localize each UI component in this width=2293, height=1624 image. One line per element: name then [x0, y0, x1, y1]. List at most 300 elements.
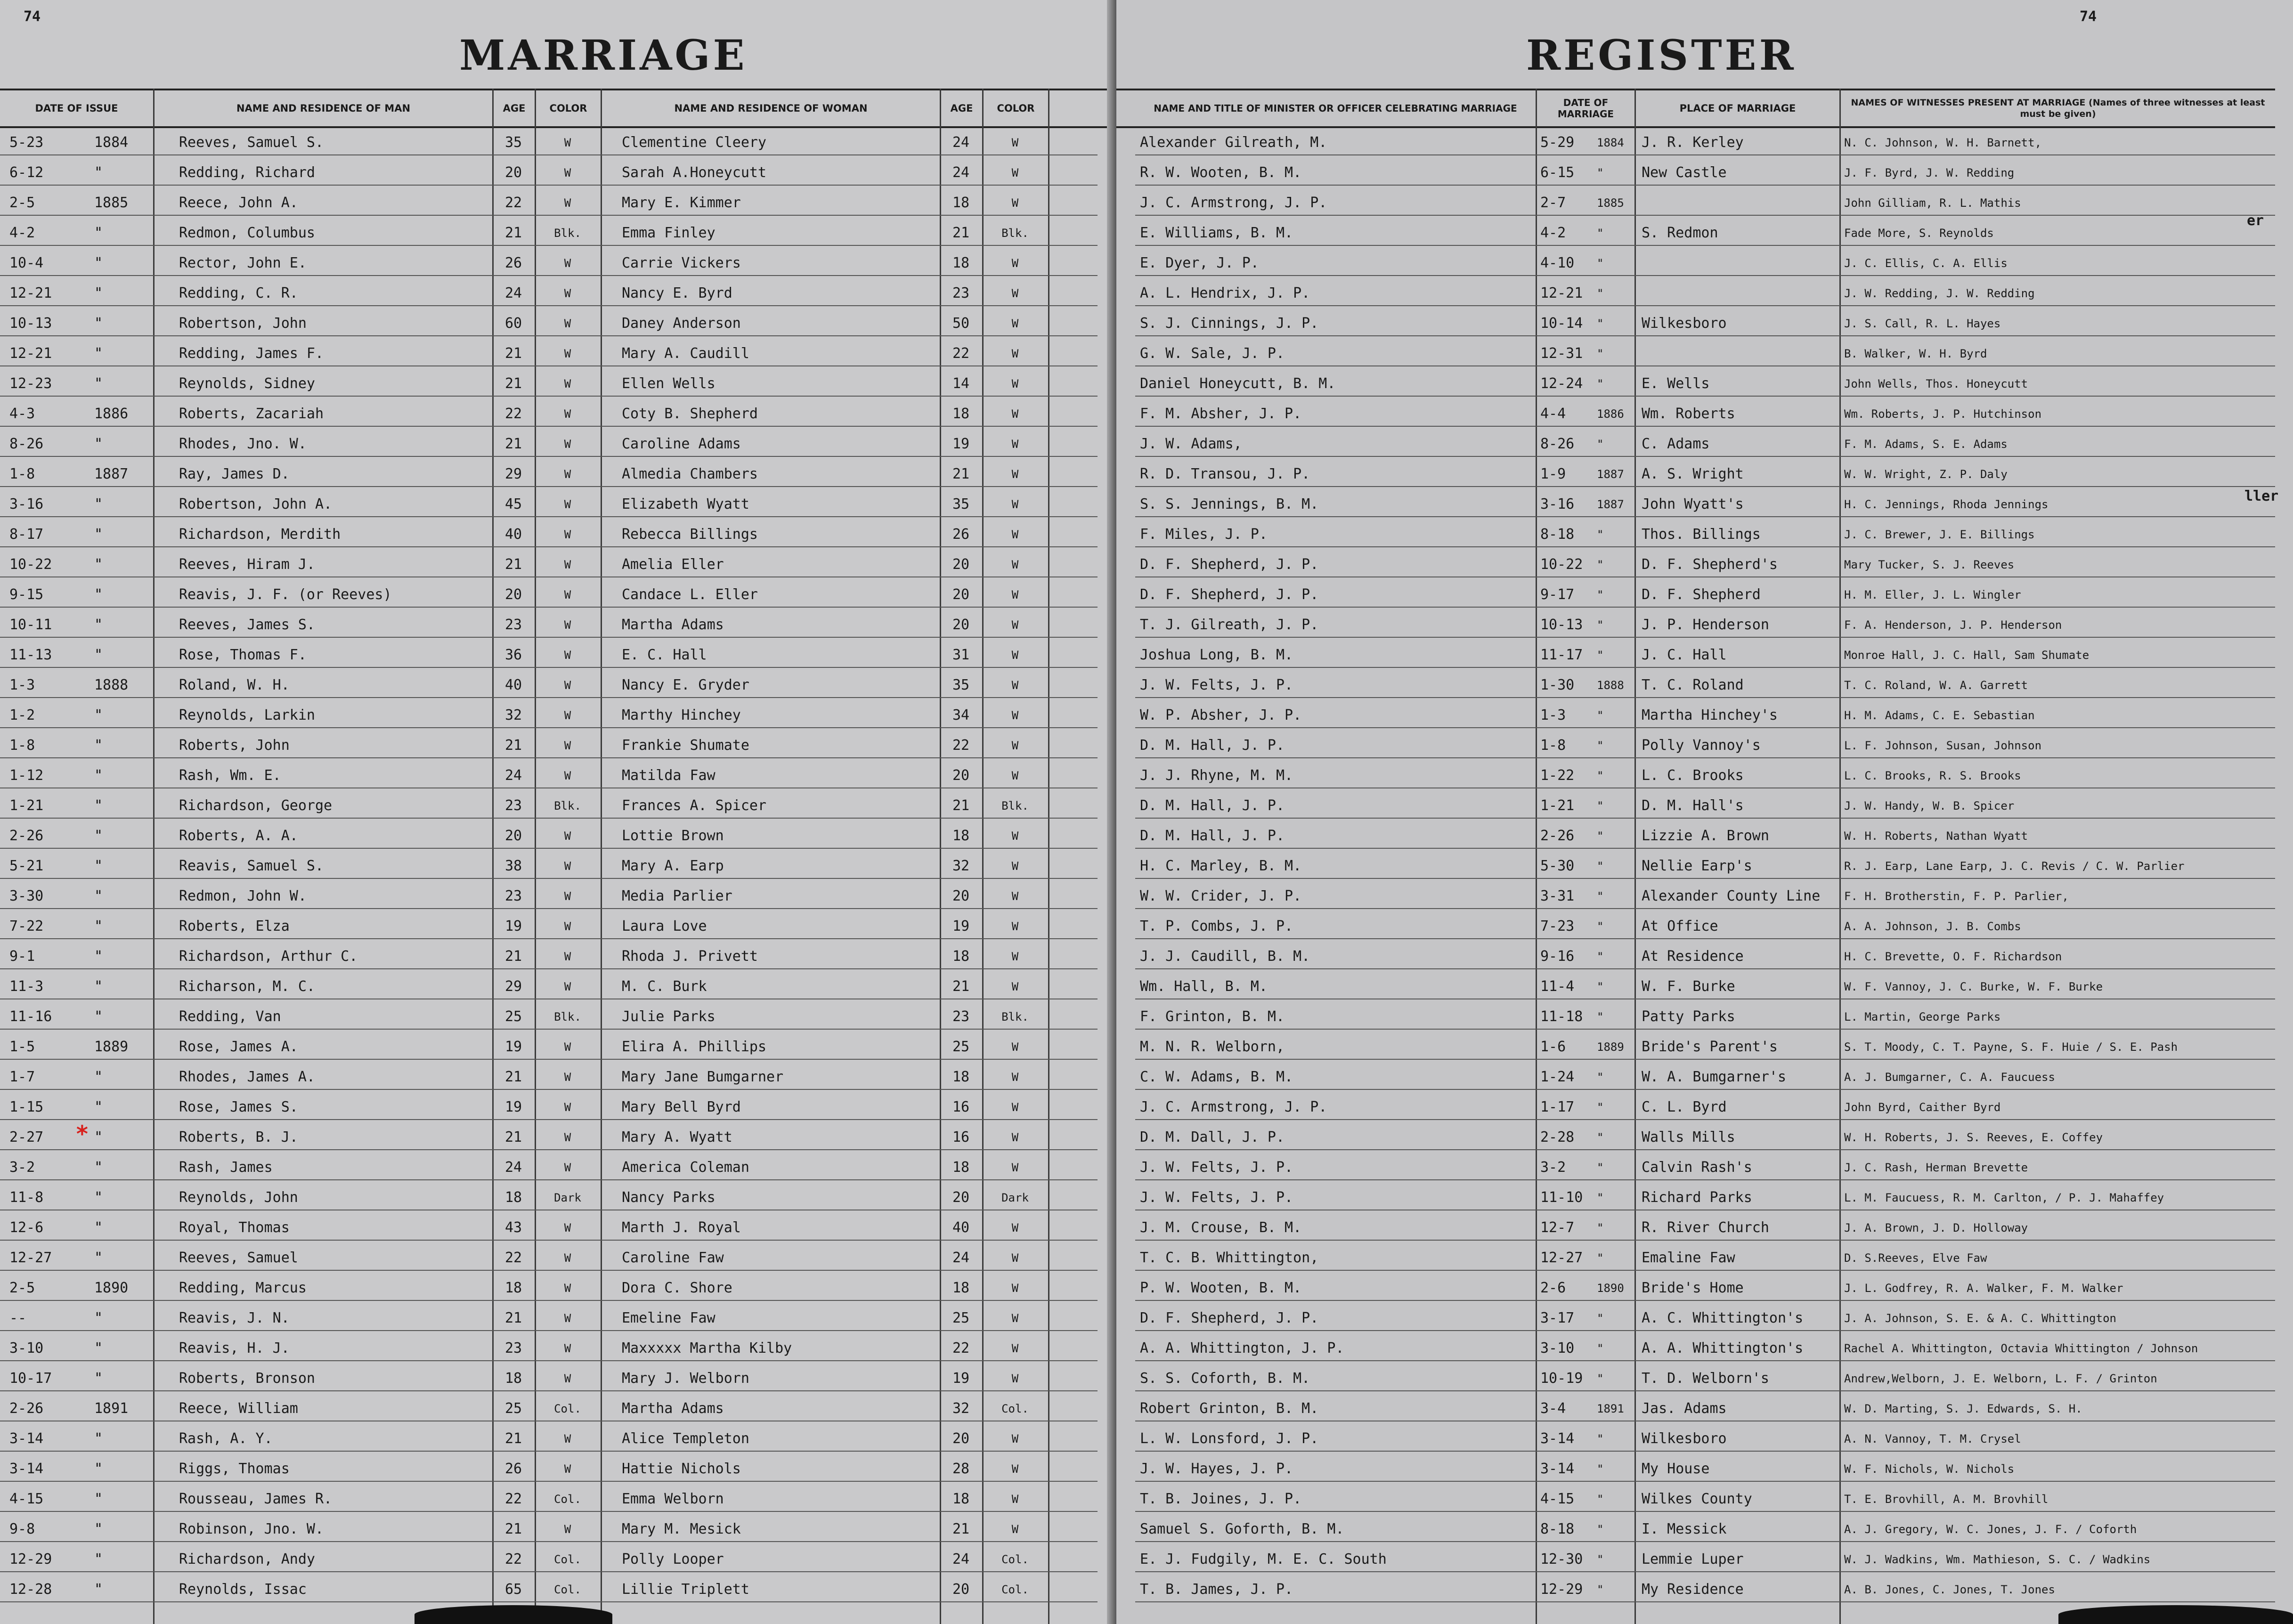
- man-name: Reynolds, Sidney: [179, 375, 315, 392]
- woman-age: 21: [952, 797, 970, 814]
- man-age: 25: [504, 1400, 522, 1417]
- man-color: W: [564, 709, 571, 722]
- minister-name: T. B. Joines, J. P.: [1140, 1491, 1302, 1507]
- marriage-year: ": [1597, 558, 1604, 571]
- woman-name: Marth J. Royal: [622, 1219, 741, 1236]
- man-name: Rousseau, James R.: [179, 1491, 333, 1507]
- marriage-date: 11-17: [1540, 647, 1583, 663]
- issue-year: ": [94, 586, 103, 603]
- table-row: [0, 305, 1098, 336]
- table-row: [1135, 1179, 2275, 1210]
- woman-name: Emeline Faw: [622, 1310, 716, 1326]
- marriage-place: Nellie Earp's: [1642, 858, 1752, 874]
- marriage-place: J. P. Henderson: [1642, 617, 1769, 633]
- issue-date: 1-8: [9, 466, 35, 482]
- asterisk-mark: *: [75, 1121, 89, 1147]
- woman-color: W: [1011, 136, 1019, 149]
- issue-year: ": [94, 345, 103, 362]
- issue-year: ": [94, 1581, 103, 1598]
- marriage-place: My House: [1642, 1461, 1710, 1477]
- marriage-date: 4-15: [1540, 1491, 1575, 1507]
- woman-color: W: [1011, 769, 1019, 782]
- man-age: 23: [504, 617, 522, 633]
- man-color: W: [564, 860, 571, 873]
- marriage-year: 1891: [1597, 1402, 1624, 1415]
- marriage-year: ": [1597, 257, 1604, 270]
- man-age: 26: [504, 1461, 522, 1477]
- minister-name: T. C. B. Whittington,: [1140, 1250, 1319, 1266]
- woman-age: 19: [952, 918, 970, 934]
- table-row: [0, 727, 1098, 758]
- table-row: [1135, 697, 2275, 728]
- man-color: Col.: [554, 1553, 581, 1566]
- woman-color: W: [1011, 1131, 1019, 1144]
- witness-names: W. J. Wadkins, Wm. Mathieson, S. C. / Wadkins: [1844, 1553, 2151, 1566]
- header-color-man: COLOR: [535, 90, 601, 126]
- minister-name: C. W. Adams, B. M.: [1140, 1069, 1293, 1085]
- marriage-year: ": [1597, 347, 1604, 360]
- marriage-year: ": [1597, 1523, 1604, 1536]
- man-color: W: [564, 769, 571, 782]
- minister-name: F. Miles, J. P.: [1140, 526, 1268, 543]
- woman-color: W: [1011, 407, 1019, 421]
- header-place: PLACE OF MARRIAGE: [1634, 90, 1839, 126]
- table-row: [0, 1421, 1098, 1452]
- marriage-place: I. Messick: [1642, 1521, 1727, 1537]
- man-name: Richardson, Arthur C.: [179, 948, 358, 965]
- witness-names: J. A. Brown, J. D. Holloway: [1844, 1221, 2028, 1234]
- marriage-date: 11-18: [1540, 1008, 1583, 1025]
- issue-year: ": [94, 1310, 103, 1326]
- man-color: W: [564, 377, 571, 390]
- issue-year: ": [94, 948, 103, 965]
- issue-year: ": [94, 496, 103, 512]
- woman-color: W: [1011, 588, 1019, 601]
- woman-color: W: [1011, 618, 1019, 632]
- witness-names: W. F. Vannoy, J. C. Burke, W. F. Burke: [1844, 980, 2103, 993]
- marriage-year: ": [1597, 528, 1604, 541]
- man-color: W: [564, 1432, 571, 1445]
- table-row: [1135, 1089, 2275, 1120]
- woman-name: Ellen Wells: [622, 375, 716, 392]
- man-color: W: [564, 528, 571, 541]
- minister-name: L. W. Lonsford, J. P.: [1140, 1430, 1319, 1447]
- minister-name: J. J. Caudill, B. M.: [1140, 948, 1310, 965]
- man-age: 26: [504, 255, 522, 271]
- man-color: W: [564, 1251, 571, 1265]
- marriage-year: ": [1597, 588, 1604, 601]
- woman-color: W: [1011, 1251, 1019, 1265]
- witness-names: A. N. Vannoy, T. M. Crysel: [1844, 1432, 2021, 1445]
- marriage-place: My Residence: [1642, 1581, 1744, 1598]
- woman-age: 18: [952, 1280, 970, 1296]
- man-name: Richardson, Andy: [179, 1551, 315, 1567]
- table-row: [1135, 215, 2275, 246]
- woman-age: 20: [952, 888, 970, 904]
- witness-names: L. F. Johnson, Susan, Johnson: [1844, 739, 2042, 752]
- marriage-place: [1642, 185, 1839, 215]
- woman-age: 23: [952, 285, 970, 301]
- man-color: W: [564, 438, 571, 451]
- marriage-date: 12-30: [1540, 1551, 1583, 1567]
- table-row: [0, 1541, 1098, 1572]
- woman-color: W: [1011, 1040, 1019, 1054]
- marriage-year: ": [1597, 227, 1604, 240]
- minister-name: D. M. Hall, J. P.: [1140, 828, 1285, 844]
- man-name: Reavis, J. F. (or Reeves): [179, 586, 392, 603]
- man-age: 19: [504, 918, 522, 934]
- table-row: [1135, 1360, 2275, 1391]
- marriage-place: Emaline Faw: [1642, 1250, 1735, 1266]
- man-color: Blk.: [554, 1010, 581, 1023]
- marriage-place: Wilkesboro: [1642, 315, 1727, 332]
- issue-date: 4-15: [9, 1491, 44, 1507]
- woman-age: 20: [952, 586, 970, 603]
- table-row: [0, 1300, 1098, 1331]
- witness-names: F. H. Brotherstin, F. P. Parlier,: [1844, 890, 2069, 903]
- woman-name: Marthy Hinchey: [622, 707, 741, 723]
- marriage-year: ": [1597, 1312, 1604, 1325]
- woman-color: Col.: [1001, 1402, 1029, 1415]
- table-row: [1135, 1421, 2275, 1452]
- man-age: 21: [504, 436, 522, 452]
- issue-date: 12-23: [9, 375, 52, 392]
- man-name: Reeves, James S.: [179, 617, 315, 633]
- marriage-year: ": [1597, 709, 1604, 722]
- table-row: [0, 577, 1098, 608]
- issue-date: 12-21: [9, 285, 52, 301]
- minister-name: G. W. Sale, J. P.: [1140, 345, 1285, 362]
- witness-names: S. T. Moody, C. T. Payne, S. F. Huie / S. E. Pash: [1844, 1040, 2178, 1054]
- woman-age: 22: [952, 737, 970, 754]
- issue-date: 2-26: [9, 1400, 44, 1417]
- man-color: W: [564, 317, 571, 330]
- marriage-date: 1-9: [1540, 466, 1566, 482]
- man-name: Reece, John A.: [179, 195, 298, 211]
- man-color: W: [564, 920, 571, 933]
- woman-color: W: [1011, 890, 1019, 903]
- issue-year: ": [94, 1430, 103, 1447]
- woman-name: Mary A. Wyatt: [622, 1129, 732, 1145]
- marriage-year: ": [1597, 438, 1604, 451]
- table-row: [1135, 1330, 2275, 1361]
- marriage-date: 12-29: [1540, 1581, 1583, 1598]
- woman-name: Nancy Parks: [622, 1189, 716, 1206]
- minister-name: H. C. Marley, B. M.: [1140, 858, 1302, 874]
- table-row: [1135, 757, 2275, 788]
- marriage-year: ": [1597, 1161, 1604, 1174]
- man-color: W: [564, 1462, 571, 1476]
- woman-age: 26: [952, 526, 970, 543]
- man-name: Roberts, John: [179, 737, 290, 754]
- witness-names: H. C. Jennings, Rhoda Jennings: [1844, 498, 2049, 511]
- witness-names: J. L. Godfrey, R. A. Walker, F. M. Walker: [1844, 1282, 2123, 1295]
- issue-date: 5-23: [9, 134, 44, 151]
- woman-age: 25: [952, 1039, 970, 1055]
- marriage-year: ": [1597, 1191, 1604, 1204]
- header-color-woman: COLOR: [982, 90, 1048, 126]
- marriage-place: At Office: [1642, 918, 1718, 934]
- column-header-row: [1116, 89, 2275, 128]
- woman-name: Emma Finley: [622, 225, 716, 241]
- marriage-place: Patty Parks: [1642, 1008, 1735, 1025]
- marriage-place: L. C. Brooks: [1642, 767, 1744, 784]
- marriage-date: 8-18: [1540, 1521, 1575, 1537]
- woman-color: W: [1011, 1342, 1019, 1355]
- table-row: [1135, 1300, 2275, 1331]
- woman-color: W: [1011, 1372, 1019, 1385]
- marriage-place: D. F. Shepherd's: [1642, 556, 1778, 573]
- woman-age: 32: [952, 1400, 970, 1417]
- issue-date: 1-12: [9, 767, 44, 784]
- man-color: W: [564, 1071, 571, 1084]
- woman-color: W: [1011, 1161, 1019, 1174]
- marriage-place: Jas. Adams: [1642, 1400, 1727, 1417]
- marriage-place: Walls Mills: [1642, 1129, 1735, 1145]
- woman-age: 24: [952, 164, 970, 181]
- woman-name: Carrie Vickers: [622, 255, 741, 271]
- man-age: 22: [504, 406, 522, 422]
- man-name: Redmon, Columbus: [179, 225, 315, 241]
- table-row: [0, 1451, 1098, 1482]
- witness-names: Fade More, S. Reynolds: [1844, 227, 1994, 240]
- woman-name: Almedia Chambers: [622, 466, 758, 482]
- man-name: Redding, Richard: [179, 164, 315, 181]
- issue-date: 11-3: [9, 978, 44, 995]
- issue-year: 1888: [94, 677, 129, 693]
- man-name: Robinson, Jno. W.: [179, 1521, 324, 1537]
- man-color: W: [564, 196, 571, 210]
- man-color: Col.: [554, 1583, 581, 1596]
- table-row: [0, 1089, 1098, 1120]
- table-row: [1135, 426, 2275, 457]
- issue-date: 4-3: [9, 406, 35, 422]
- marriage-date: 2-26: [1540, 828, 1575, 844]
- marriage-place: Martha Hinchey's: [1642, 707, 1778, 723]
- table-row: [1135, 1481, 2275, 1512]
- marriage-year: ": [1597, 1462, 1604, 1476]
- minister-name: J. C. Armstrong, J. P.: [1140, 1099, 1327, 1115]
- man-age: 24: [504, 285, 522, 301]
- table-row: [0, 1511, 1098, 1542]
- marriage-place: [1642, 275, 1839, 305]
- issue-date: 10-22: [9, 556, 52, 573]
- man-age: 29: [504, 978, 522, 995]
- man-name: Robertson, John: [179, 315, 307, 332]
- table-row: [0, 667, 1098, 698]
- marriage-place: Wilkes County: [1642, 1491, 1752, 1507]
- marriage-place: J. C. Hall: [1642, 647, 1727, 663]
- table-row: [0, 848, 1098, 879]
- marriage-date: 4-10: [1540, 255, 1575, 271]
- issue-year: ": [94, 164, 103, 181]
- issue-date: 2-27: [9, 1129, 44, 1145]
- man-age: 21: [504, 948, 522, 965]
- table-row: [1135, 516, 2275, 547]
- issue-date: 3-2: [9, 1159, 35, 1176]
- man-color: W: [564, 950, 571, 963]
- woman-name: Nancy E. Byrd: [622, 285, 732, 301]
- man-name: Roland, W. H.: [179, 677, 290, 693]
- marriage-year: ": [1597, 1493, 1604, 1506]
- marriage-date: 1-17: [1540, 1099, 1575, 1115]
- witness-names: J. F. Byrd, J. W. Redding: [1844, 166, 2015, 179]
- woman-color: Blk.: [1001, 799, 1029, 812]
- issue-year: ": [94, 1340, 103, 1356]
- witness-names: John Wells, Thos. Honeycutt: [1844, 377, 2028, 390]
- issue-date: 2-26: [9, 828, 44, 844]
- table-row: [1135, 938, 2275, 969]
- woman-color: W: [1011, 347, 1019, 360]
- table-row: [1135, 486, 2275, 517]
- marriage-place: W. F. Burke: [1642, 978, 1735, 995]
- woman-name: Lottie Brown: [622, 828, 724, 844]
- marriage-place: Alexander County Line: [1642, 888, 1821, 904]
- marriage-year: ": [1597, 860, 1604, 873]
- marriage-year: ": [1597, 1342, 1604, 1355]
- woman-color: W: [1011, 980, 1019, 993]
- issue-year: ": [94, 617, 103, 633]
- man-age: 40: [504, 677, 522, 693]
- woman-name: Sarah A.Honeycutt: [622, 164, 767, 181]
- man-age: 21: [504, 1310, 522, 1326]
- minister-name: M. N. R. Welborn,: [1140, 1039, 1285, 1055]
- man-name: Rose, James S.: [179, 1099, 298, 1115]
- marriage-date: 2-6: [1540, 1280, 1566, 1296]
- issue-date: 1-5: [9, 1039, 35, 1055]
- marriage-year: ": [1597, 769, 1604, 782]
- marriage-date: 1-6: [1540, 1039, 1566, 1055]
- woman-age: 20: [952, 1189, 970, 1206]
- witness-names: Wm. Roberts, J. P. Hutchinson: [1844, 407, 2042, 421]
- table-row: [0, 1270, 1098, 1301]
- table-row: [0, 1119, 1098, 1150]
- woman-color: W: [1011, 558, 1019, 571]
- man-name: Richardson, Merdith: [179, 526, 341, 543]
- woman-name: Rhoda J. Privett: [622, 948, 758, 965]
- man-color: W: [564, 588, 571, 601]
- marriage-place: Wilkesboro: [1642, 1430, 1727, 1447]
- header-witnesses: NAMES OF WITNESSES PRESENT AT MARRIAGE (Names of three witnesses at least must be given): [1839, 90, 2275, 126]
- header-minister: NAME AND TITLE OF MINISTER OR OFFICER CELEBRATING MARRIAGE: [1154, 103, 1517, 114]
- man-name: Rose, Thomas F.: [179, 647, 307, 663]
- woman-age: 32: [952, 858, 970, 874]
- table-row: [0, 215, 1098, 246]
- woman-name: Polly Looper: [622, 1551, 724, 1567]
- marriage-year: ": [1597, 799, 1604, 812]
- marriage-place: W. A. Bumgarner's: [1642, 1069, 1787, 1085]
- table-row: [1135, 1149, 2275, 1180]
- marriage-date: 4-4: [1540, 406, 1566, 422]
- issue-date: 2-5: [9, 1280, 35, 1296]
- minister-name: W. P. Absher, J. P.: [1140, 707, 1302, 723]
- minister-name: J. C. Armstrong, J. P.: [1140, 195, 1327, 211]
- marriage-date: 1-21: [1540, 797, 1575, 814]
- man-color: Blk.: [554, 227, 581, 240]
- marriage-place: At Residence: [1642, 948, 1744, 965]
- page-number: 74: [2080, 8, 2097, 25]
- woman-name: Caroline Adams: [622, 436, 741, 452]
- witness-names: A. J. Gregory, W. C. Jones, J. F. / Coforth: [1844, 1523, 2137, 1536]
- table-row: [0, 426, 1098, 457]
- man-color: W: [564, 257, 571, 270]
- minister-name: Alexander Gilreath, M.: [1140, 134, 1327, 151]
- issue-year: ": [94, 1491, 103, 1507]
- man-name: Reeves, Samuel S.: [179, 134, 324, 151]
- woman-color: Blk.: [1001, 1010, 1029, 1023]
- witness-names: W. F. Nichols, W. Nichols: [1844, 1462, 2015, 1476]
- table-row: [1135, 607, 2275, 638]
- man-age: 32: [504, 707, 522, 723]
- marriage-place: [1642, 335, 1839, 365]
- witness-names: L. C. Brooks, R. S. Brooks: [1844, 769, 2021, 782]
- table-row: [0, 637, 1098, 668]
- issue-year: 1890: [94, 1280, 129, 1296]
- man-color: W: [564, 1221, 571, 1234]
- table-row: [1135, 727, 2275, 758]
- marriage-year: ": [1597, 1131, 1604, 1144]
- issue-date: 3-16: [9, 496, 44, 512]
- header-date-of-marriage: DATE OF MARRIAGE: [1536, 90, 1634, 126]
- witness-names: Monroe Hall, J. C. Hall, Sam Shumate: [1844, 649, 2090, 662]
- issue-date: 3-14: [9, 1430, 44, 1447]
- marriage-date: 6-15: [1540, 164, 1575, 181]
- issue-year: ": [94, 315, 103, 332]
- marriage-date: 3-17: [1540, 1310, 1575, 1326]
- woman-age: 20: [952, 767, 970, 784]
- table-row: [1135, 396, 2275, 427]
- woman-color: W: [1011, 860, 1019, 873]
- issue-date: 2-5: [9, 195, 35, 211]
- issue-year: ": [94, 1250, 103, 1266]
- issue-year: ": [94, 255, 103, 271]
- table-row: [1135, 154, 2275, 186]
- witness-names: J. W. Handy, W. B. Spicer: [1844, 799, 2015, 812]
- margin-fragment: ller: [2244, 488, 2279, 504]
- man-color: W: [564, 1372, 571, 1385]
- marriage-date: 8-18: [1540, 526, 1575, 543]
- minister-name: J. M. Crouse, B. M.: [1140, 1219, 1302, 1236]
- minister-name: D. M. Dall, J. P.: [1140, 1129, 1285, 1145]
- woman-color: Dark: [1001, 1191, 1029, 1204]
- marriage-place: E. Wells: [1642, 375, 1710, 392]
- marriage-year: ": [1597, 618, 1604, 632]
- marriage-year: ": [1597, 1010, 1604, 1023]
- marriage-date: 12-7: [1540, 1219, 1575, 1236]
- woman-age: 18: [952, 1159, 970, 1176]
- woman-color: W: [1011, 829, 1019, 843]
- marriage-date: 3-4: [1540, 1400, 1566, 1417]
- man-age: 21: [504, 1129, 522, 1145]
- man-color: W: [564, 1161, 571, 1174]
- marriage-place: R. River Church: [1642, 1219, 1769, 1236]
- woman-name: Mary A. Caudill: [622, 345, 749, 362]
- marriage-date: 3-16: [1540, 496, 1575, 512]
- woman-age: 35: [952, 496, 970, 512]
- woman-name: Caroline Faw: [622, 1250, 724, 1266]
- marriage-year: ": [1597, 829, 1604, 843]
- woman-age: 34: [952, 707, 970, 723]
- man-name: Redding, James F.: [179, 345, 324, 362]
- marriage-year: ": [1597, 920, 1604, 933]
- minister-name: D. F. Shepherd, J. P.: [1140, 586, 1319, 603]
- man-color: W: [564, 1312, 571, 1325]
- table-row: [1135, 1390, 2275, 1421]
- man-name: Rhodes, James A.: [179, 1069, 315, 1085]
- table-row: [0, 938, 1098, 969]
- witness-names: J. W. Redding, J. W. Redding: [1844, 287, 2035, 300]
- marriage-date: 12-24: [1540, 375, 1583, 392]
